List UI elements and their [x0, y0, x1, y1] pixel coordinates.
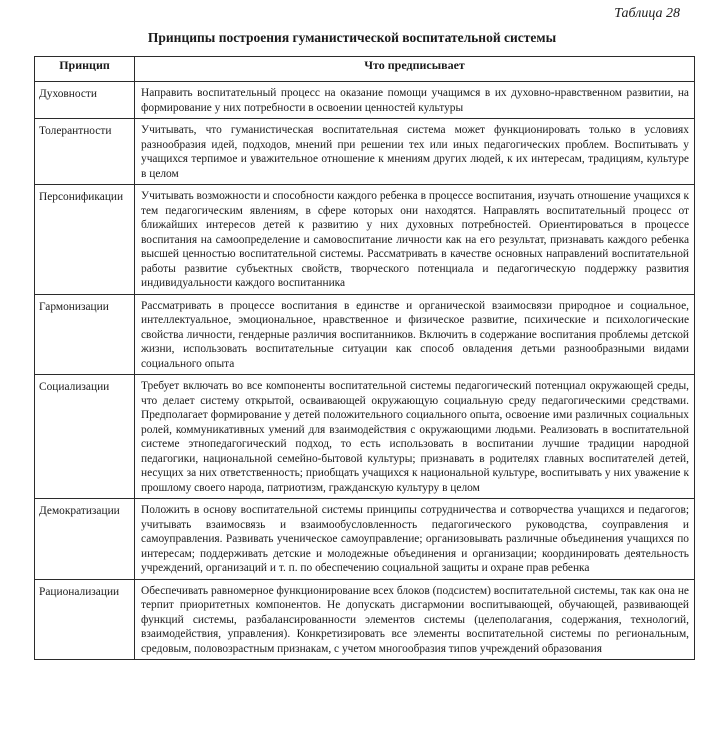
prescription-cell: Положить в основу воспитательной системы принципы сотрудничества и сотворчества учащихся и педагогов; учитывать взаимосвязь и взаимообусловленность педагогического руководства, соуправления и самоуправления. Развивать ученическое самоуправление; организовывать различные объединения учащихся по интересам; поддерживать детские и молодежные объединения и организации; координировать деятельность учреждений, организаций и т. п. по обеспечению социальной защиты и охране прав ребенка [135, 499, 695, 580]
table-row [35, 375, 695, 499]
prescription-cell: Рассматривать в процессе воспитания в единстве и органической взаимосвязи природное и социальное, интеллектуальное, эмоциональное, нравственное и физическое развитие, психические и психологические свойства личности, гендерные различия воспитанников. Включить в содержание воспитания проблемы детской жизни, использовать воспитательные ситуации как способ овладения детьми разнообразными видами социального опыта [135, 294, 695, 375]
principle-cell: Демократизации [35, 499, 135, 580]
prescription-cell: Обеспечивать равномерное функционирование всех блоков (подсистем) воспитательной системы, так как она не терпит приоритетных компонентов. Не допускать дисгармонии воспитывающей, обучающей, развивающей функций системы, разбалансированности элементов системы (целеполагания, содержания, технологий, взаимодействия, управления). Конкретизировать все элементы воспитательной системы по региональным, средовым, половозрастным признакам, с учетом многообразия типов учреждений образования [135, 579, 695, 660]
prescription-cell: Учитывать, что гуманистическая воспитательная система может функционировать только в условиях разнообразия идей, подходов, мнений при решении тех или иных педагогических проблем. Воспитывать у учащихся терпимое и уважительное отношение к мнениям других людей, к их интересам, традициям, культуре в целом [135, 119, 695, 185]
table-title: Принципы построения гуманистической воспитательной системы [147, 30, 557, 45]
column-header-prescription: Что предписывает [135, 57, 695, 82]
principle-cell: Персонификации [35, 185, 135, 295]
prescription-cell: Требует включать во все компоненты воспитательной системы педагогический потенциал окружающей среды, что делает систему открытой, осваивающей окружающую социальную среду педагогическими средствами. Предполагает формирование у детей положительного социального опыта, освоение ими различных социальных ролей, коммуникативных умений для взаимодействия с окружающими людьми. Реализовать в воспитательной системе этнопедагогический подход, то есть использовать в воспитании лучшие традиции народной педагогики, национальной семейно-бытовой культуры; признавать в родителях главных воспитателей детей, несущих за них ответственность; приобщать учащихся к национальной культуре, воспитывать у них уважение к прошлому своего народа, патриотизм, гражданскую культуру в целом [135, 375, 695, 499]
principle-cell: Гармонизации [35, 294, 135, 375]
column-header-principle: Принцип [35, 57, 135, 82]
table-number-label: Таблица 28 [614, 6, 680, 21]
table-row [35, 579, 695, 660]
table-row [35, 294, 695, 375]
prescription-cell: Направить воспитательный процесс на оказание помощи учащимся в их духовно-нравственном развитии, на формирование у них потребности в освоении ценностей культуры [135, 82, 695, 119]
header-row [35, 57, 695, 82]
principle-cell: Толерантности [35, 119, 135, 185]
table-row [35, 185, 695, 295]
principle-cell: Духовности [35, 82, 135, 119]
principles-table [34, 56, 695, 660]
table-row [35, 82, 695, 119]
prescription-cell: Учитывать возможности и способности каждого ребенка в процессе воспитания, изучать отношение учащихся к тем педагогическим явлениям, в сфере которых они находятся. Направлять воспитательный процесс от ближайших интересов детей к развитию у них духовных потребностей. Ориентироваться в процессе воспитания на самоопределение и самовоспитание личности как на его результат, признавать каждого ребенка высшей ценностью воспитательной системы. Рассматривать в качестве основных направлений воспитательной работы развитие субъектных свойств, творческого потенциала и педагогическую поддержку развития индивидуальности каждого воспитанника [135, 185, 695, 295]
table-row [35, 499, 695, 580]
principle-cell: Рационализации [35, 579, 135, 660]
principle-cell: Социализации [35, 375, 135, 499]
table-row [35, 119, 695, 185]
